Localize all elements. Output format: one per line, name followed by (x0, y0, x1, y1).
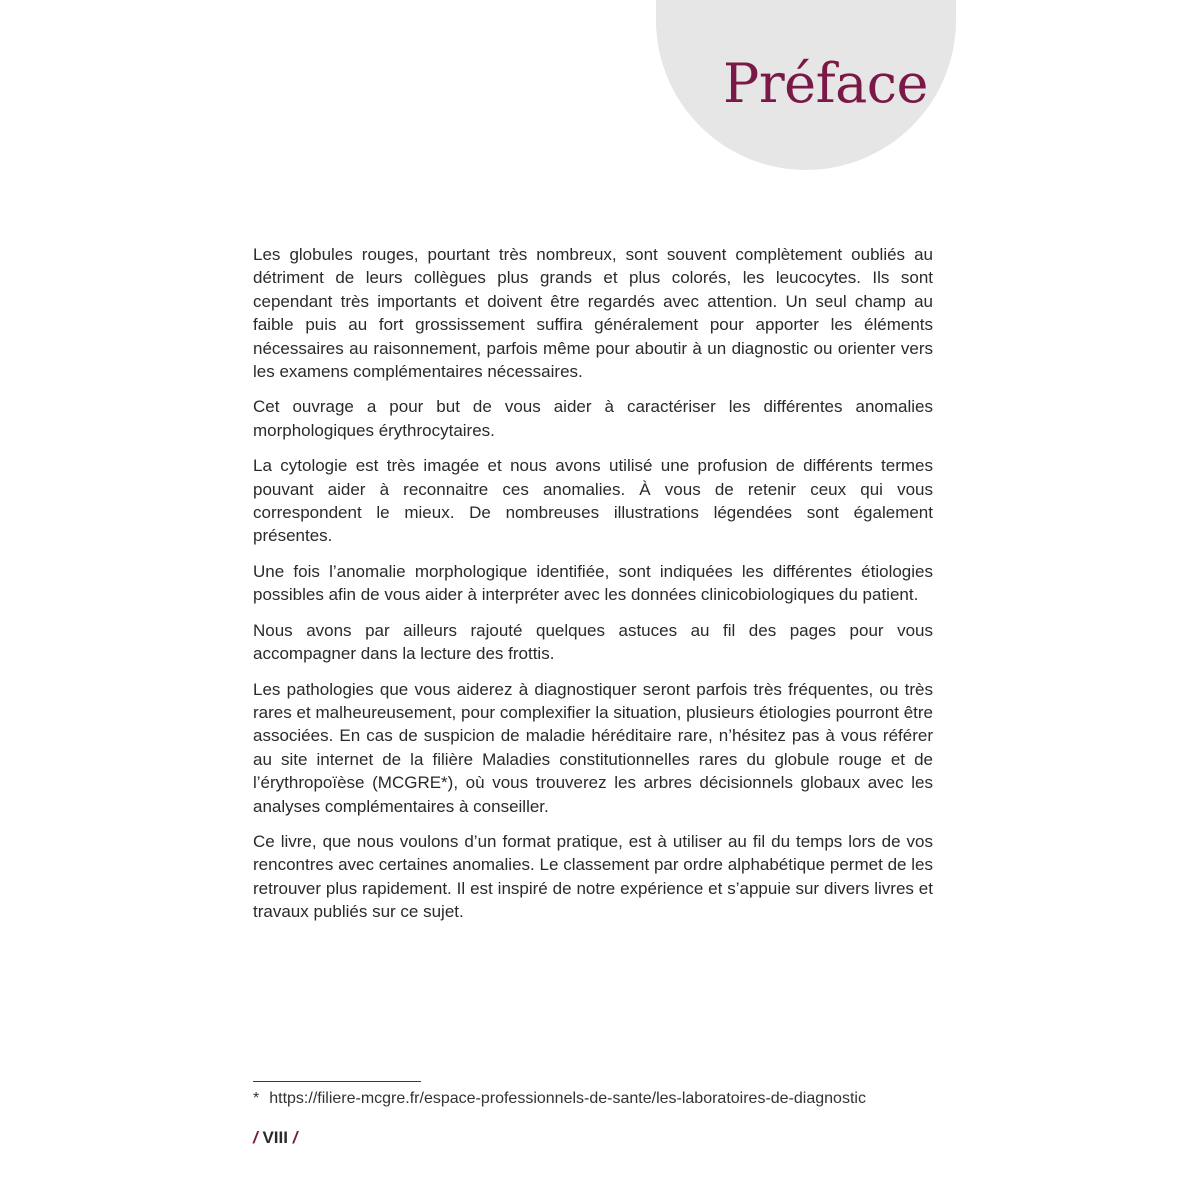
folio-slash-left: / (253, 1128, 258, 1147)
page-title: Préface (723, 52, 928, 115)
paragraph: La cytologie est très imagée et nous avons utilisé une profusion de différents termes pouvant aider à reconnaitre ces anomalies. À vous de retenir ceux qui vous correspondent le mieux. De nombreuses illustrations légendées sont également présentes. (253, 456, 933, 546)
paragraph: Cet ouvrage a pour but de vous aider à caractériser les différentes anomalies morphologiques érythrocytaires. (253, 397, 933, 440)
footnote-mark: * (253, 1090, 260, 1107)
footnote-divider (253, 1081, 421, 1082)
paragraph: Les pathologies que vous aiderez à diagnostiquer seront parfois très fréquentes, ou très rares et malheureusement, pour complexifier la situation, plusieurs étiologies pourront être associées. En cas de suspicion de maladie héréditaire rare, n’hésitez pas à vous référer au site internet de la filière Maladies constitutionnelles rares du globule rouge et de l’érythropoïèse (MCGRE*), où vous trouverez les arbres décisionnels globaux avec les analyses complémentaires à conseiller. (253, 679, 933, 816)
footnote (253, 1090, 866, 1108)
footnote-url: https://filiere-mcgre.fr/espace-professionnels-de-sante/les-laboratoires-de-diagnostic (269, 1090, 866, 1107)
paragraph: Nous avons par ailleurs rajouté quelques astuces au fil des pages pour vous accompagner dans la lecture des frottis. (253, 620, 933, 664)
paragraph: Les globules rouges, pourtant très nombreux, sont souvent complètement oubliés au détriment de leurs collègues plus grands et plus colorés, les leucocytes. Ils sont cependant très importants et doivent être regardés avec attention. Un seul champ au faible puis au fort grossissement suffira généralement pour apporter les éléments nécessaires au raisonnement, parfois même pour aboutir à un diagnostic ou orienter vers les examens complémentaires nécessaires. (253, 245, 933, 382)
page-number (253, 1128, 297, 1148)
paragraph: Ce livre, que nous voulons d’un format pratique, est à utiliser au fil du temps lors de vos rencontres avec certaines anomalies. Le classement par ordre alphabétique permet de les retrouver plus rapidement. Il est inspiré de notre expérience et s’appuie sur divers livres et travaux publiés sur ce sujet. (253, 831, 933, 922)
paragraph: Une fois l’anomalie morphologique identifiée, sont indiquées les différentes étiologies possibles afin de vous aider à interpréter avec les données clinicobiologiques du patient. (253, 561, 933, 605)
page-number-value: VIII (262, 1128, 288, 1147)
folio-slash-right: / (292, 1128, 298, 1147)
preface-body (253, 243, 933, 936)
